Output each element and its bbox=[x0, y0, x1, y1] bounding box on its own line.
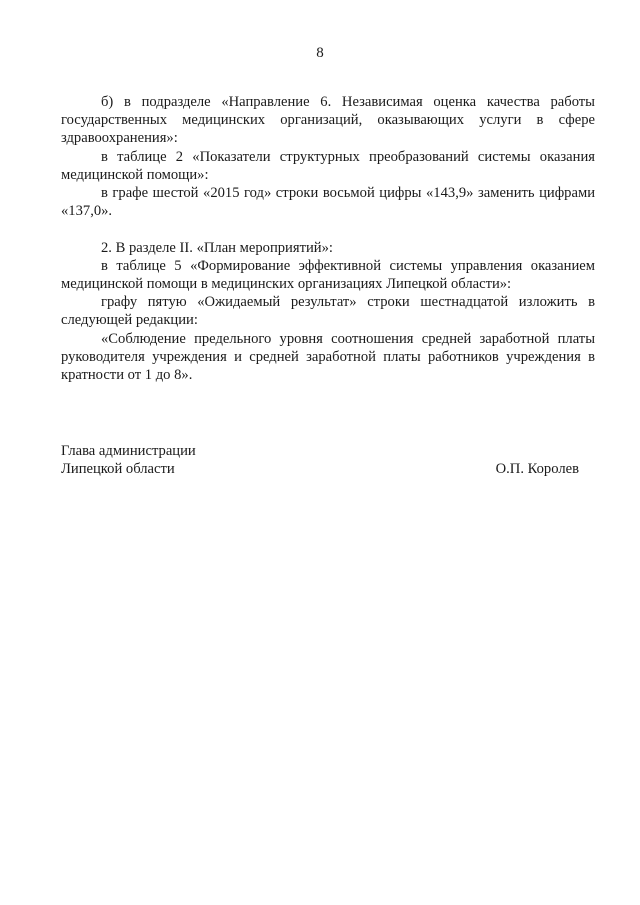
paragraph-subsection-direction-6: б) в подразделе «Направление 6. Независимая оценка качества работы государственных медицинских организаций, оказывающих услуги в сфере здравоохранения»: bbox=[61, 94, 595, 147]
paragraph-gap bbox=[61, 220, 595, 238]
signature-row bbox=[61, 460, 579, 478]
paragraph-column-five: графу пятую «Ожидаемый результат» строки шестнадцатой изложить в следующей редакции: bbox=[61, 294, 595, 329]
paragraph-column-six-replace: в графе шестой «2015 год» строки восьмой цифры «143,9» заменить цифрами «137,0». bbox=[61, 185, 595, 220]
paragraph-new-wording: «Соблюдение предельного уровня соотношения средней заработной платы руководителя учреждения и средней заработной платы работников учреждения в кратности от 1 до 8». bbox=[61, 330, 595, 384]
paragraph-table-5: в таблице 5 «Формирование эффективной системы управления оказанием медицинской помощи в медицинских организациях Липецкой области»: bbox=[61, 257, 595, 293]
paragraph-table-2: в таблице 2 «Показатели структурных преобразований системы оказания медицинской помощи»: bbox=[61, 148, 595, 183]
signature-block bbox=[61, 442, 579, 478]
page-number: 8 bbox=[316, 45, 324, 61]
signatory-name: О.П. Королев bbox=[495, 461, 579, 478]
document-body bbox=[61, 93, 595, 384]
signatory-title-line-1: Глава администрации bbox=[61, 443, 196, 459]
signatory-title-line-2: Липецкой области bbox=[61, 461, 175, 478]
paragraph-section-2: 2. В разделе II. «План мероприятий»: bbox=[101, 239, 333, 256]
